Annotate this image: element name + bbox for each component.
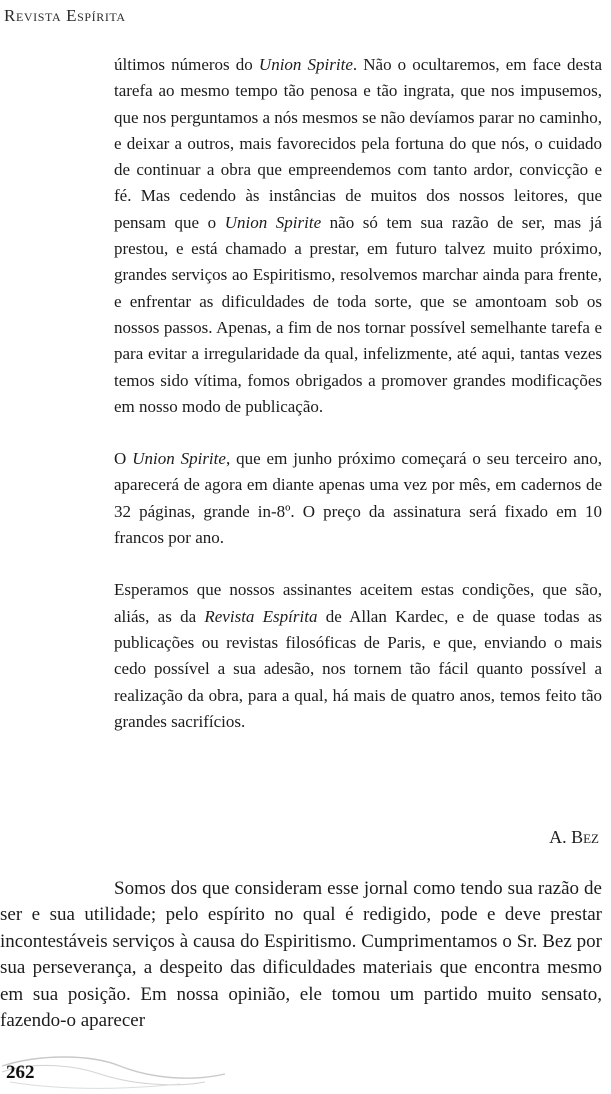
quote-paragraph-2 [114, 446, 602, 551]
signature: A. Bez [549, 827, 599, 847]
body-text [0, 876, 602, 1034]
quote-paragraph-3 [114, 577, 602, 735]
running-header: Revista Espírita [4, 6, 126, 25]
text-run: . Não o ocultaremos, em face desta tarefa ao mesmo tempo tão penosa e tão ingrata, que nos impusemos, que nos perguntamos a nós mesmos se não devíamos parar no caminho, e deixar a outros, mais favorecidos pela fortuna do que nós, o cuidado de continuar a obra que empreendemos com tanto ardor, convicção e fé. Mas cedendo às instâncias de muitos dos nossos leitores, que pensam que o [114, 55, 602, 232]
italic-title: Union Spirite [258, 55, 353, 74]
italic-title: Revista Espírita [204, 606, 318, 626]
swirl-ornament-icon [0, 1052, 230, 1092]
text-run: não só tem sua razão de ser, mas já prestou, e está chamado a prestar, em futuro talvez muito próximo, grandes serviços ao Espiritismo, resolvemos marchar ainda para frente, e enfrentar as dificuldades de toda sorte, que se amontoam sob os nossos passos. Apenas, a fim de nos tornar possível semelhante tarefa e para evitar a irregularidade da qual, infelizmente, até aqui, tantas vezes temos sido vítima, fomos obrigados a promover grandes modificações em nosso modo de publicação. [114, 212, 602, 416]
quote-paragraph-1 [114, 52, 602, 420]
text-run: O [114, 449, 133, 469]
italic-title: Union Spirite [132, 449, 226, 469]
text-run: , que em junho próximo começará o seu terceiro ano, aparecerá de agora em diante apenas uma vez por mês, em cadernos de 32 páginas, grande in-8º. O preço da assinatura será fixado em 10 francos por ano. [114, 449, 602, 548]
italic-title: Union Spirite [224, 212, 322, 232]
quoted-letter [114, 52, 602, 761]
text-run: Esperamos que nossos assinantes aceitem estas condições, que são, aliás, as da [114, 580, 602, 626]
page-number: 262 [6, 1062, 35, 1083]
text-run: de Allan Kardec, e de quase todas as publicações ou revistas filosóficas de Paris, e que, enviando o mais cedo possível a sua adesão, nos tornem tão fácil quanto possível a realização da obra, para a qual, há mais de quatro anos, temos feito tão grandes sacrifícios. [114, 606, 603, 731]
text-run: últimos números do [114, 55, 259, 74]
main-paragraph: Somos dos que consideram esse jornal como tendo sua razão de ser e sua utilidade; pelo espírito no qual é redigido, pode e deve prestar incontestáveis serviços à causa do Espiritismo. Cumprimentamos o Sr. Bez por sua perseverança, a despeito das dificuldades materiais que encontra mesmo em sua posição. Em nossa opinião, ele tomou um partido muito sensato, fazendo-o aparecer [0, 878, 602, 1032]
